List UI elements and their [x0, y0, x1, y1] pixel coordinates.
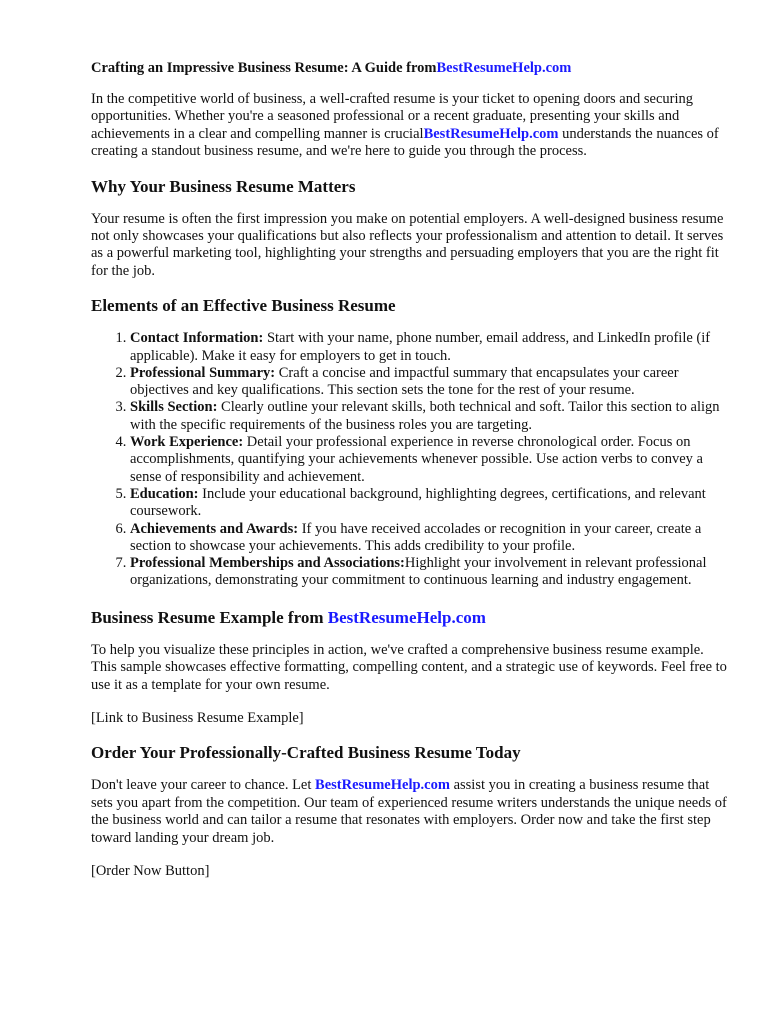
- list-item: [130, 434, 728, 486]
- example-heading-link[interactable]: BestResumeHelp.com: [327, 607, 486, 627]
- list-item-term: Achievements and Awards:: [130, 520, 299, 537]
- list-item-term: Professional Summary:: [130, 364, 276, 381]
- order-now-button-placeholder[interactable]: [Order Now Button]: [91, 862, 210, 879]
- document-title-text: Crafting an Impressive Business Resume: A Guide from: [91, 60, 437, 76]
- list-item: [130, 365, 728, 400]
- example-heading-text: Business Resume Example from: [91, 607, 328, 627]
- list-item-text: Start with your name, phone number, email address, and LinkedIn profile (if applicable). Make it easy for employers to get in touch.: [130, 330, 711, 364]
- example-heading: [91, 608, 728, 628]
- document-title: [91, 59, 728, 77]
- order-text-continued: assist you in creating a business resume that sets you apart from the competition. Our team of experienced resume writers understands the unique needs of the business world and can tailor a resume that resonates with employers. Order now and take the first step toward landing your dream job.: [91, 777, 727, 846]
- list-item-text: Craft a concise and impactful summary that encapsulates your career objectives and key qualifications. This section sets the tone for the rest of your resume.: [130, 364, 679, 399]
- title-link[interactable]: BestResumeHelp.com: [436, 60, 572, 76]
- list-item-term: Education:: [130, 485, 199, 502]
- list-item-text: Highlight your involvement in relevant professional organizations, demonstrating your commitment to continuous learning and industry engagement.: [130, 555, 707, 589]
- list-item: [130, 555, 728, 590]
- list-item: [130, 330, 728, 365]
- order-paragraph: [91, 777, 728, 847]
- order-text: Don't leave your career to chance. Let: [91, 777, 316, 794]
- list-item-text: Include your educational background, highlighting degrees, certifications, and relevant coursework.: [130, 485, 706, 520]
- list-item-text: If you have received accolades or recognition in your career, create a section to showcase your achievements. This adds credibility to your profile.: [130, 520, 702, 554]
- list-item-term: Contact Information:: [130, 330, 264, 347]
- intro-text-continued: understands the nuances of creating a standout business resume, and we're here to guide you through the process.: [91, 125, 719, 160]
- list-item-text: Detail your professional experience in reverse chronological order. Focus on accomplishments, quantifying your achievements whenever possible. Use action verbs to convey a sense of responsibility and achievement.: [130, 434, 703, 485]
- list-item: [130, 399, 728, 434]
- list-item: [130, 486, 728, 521]
- elements-heading: Elements of an Effective Business Resume: [91, 296, 396, 316]
- intro-text: In the competitive world of business, a well-crafted resume is your ticket to opening doors and securing opportunities. Whether you're a seasoned professional or a recent graduate, presenting your skills and achievements in a clear and compelling manner is crucial: [91, 91, 693, 142]
- order-link[interactable]: BestResumeHelp.com: [315, 777, 450, 794]
- why-paragraph: Your resume is often the first impression you make on potential employers. A well-designed business resume not only showcases your qualifications but also reflects your professionalism and attention to detail. It serves as a powerful marketing tool, highlighting your strengths and persuading employers that you are the right fit for the job.: [91, 210, 724, 279]
- intro-link[interactable]: BestResumeHelp.com: [423, 125, 559, 142]
- example-link-placeholder[interactable]: [Link to Business Resume Example]: [91, 709, 304, 726]
- list-item-term: Work Experience:: [130, 434, 244, 451]
- list-item: [130, 521, 728, 556]
- list-item-term: Professional Memberships and Associations:: [130, 555, 405, 572]
- order-heading: Order Your Professionally-Crafted Business Resume Today: [91, 743, 521, 763]
- list-item-term: Skills Section:: [130, 399, 218, 416]
- elements-list: [91, 330, 728, 589]
- intro-paragraph: [91, 91, 728, 161]
- list-item-text: Clearly outline your relevant skills, both technical and soft. Tailor this section to align with the specific requirements of the business roles you are targeting.: [130, 399, 720, 433]
- why-heading: Why Your Business Resume Matters: [91, 176, 356, 196]
- example-paragraph: To help you visualize these principles in action, we've crafted a comprehensive business resume example. This sample showcases effective formatting, compelling content, and a strategic use of keywords. Feel free to use it as a template for your own resume.: [91, 641, 727, 693]
